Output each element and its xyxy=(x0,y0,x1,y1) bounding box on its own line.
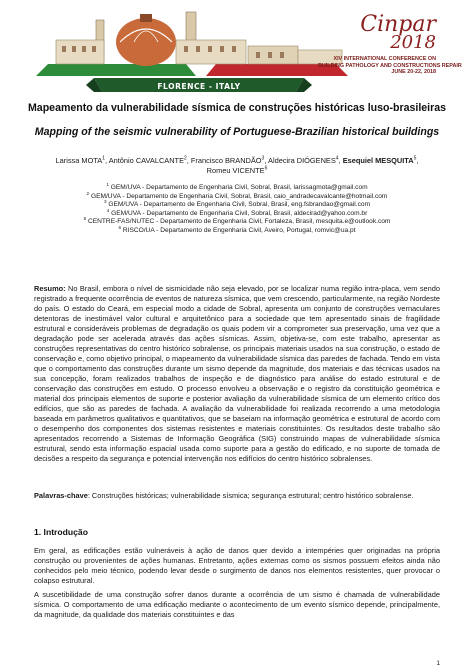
conference-line: BUILDING PATHOLOGY AND CONSTRUCTIONS REPAIR xyxy=(318,62,462,69)
author-name-presenting: Esequiel MESQUITA xyxy=(342,156,414,165)
affiliation-item: $^1$ GEM/UVA - Departamento de Engenharia Civil, Sobral, Brasil, larissagmota@gmail.com xyxy=(106,181,368,191)
paragraph: A suscetibilidade de uma construção sofrer danos durante a ocorrência de um sismo é chamada de vulnerabilidade sísmica. O comportamento de uma edificação mediante o acontecimento de um evento sísmico depende, principalmente, da magnitude, da qualidade dos materiais constituintes e das xyxy=(34,590,440,619)
abstract xyxy=(34,284,440,464)
keywords-text: : Construções históricas; vulnerabilidade sísmica; segurança estrutural; centro histórico sobralense. xyxy=(87,491,414,500)
affiliation-list xyxy=(20,181,454,236)
author-name: , Antônio CAVALCANTE xyxy=(105,156,185,165)
paragraph: Em geral, as edificações estão vulneráveis à ação de danos quer devido a intempéries quer originadas na própria construção ou provenientes de ações humanas. Entretanto, ações externas como os sismos possuem efeitos ainda não conhecidos pelo meio técnico, podendo levar desde o surgimento de danos nos elementos resistentes, quer provocar o colapso estrutural. xyxy=(34,546,440,585)
author-name: , Aldecira DIÓGENES xyxy=(264,156,336,165)
affiliation-item: $^3$ GEM/UVA - Departamento de Engenharia Civil, Sobral, Brasil, eng.fsbrandao@gmail.com xyxy=(103,199,371,209)
section-heading: 1. Introdução xyxy=(34,527,88,537)
keywords-label: Palavras-chave xyxy=(34,491,88,500)
green-band xyxy=(36,64,196,76)
conference-line: JUNE 20-22, 2018 xyxy=(391,69,436,76)
author-name: , Francisco BRANDÃO xyxy=(186,156,262,165)
abstract-text: No Brasil, embora o nível de sismicidade não seja elevado, por se localizar numa região intra-placa, vem sendo registrado a frequente ocorrência de eventos de natureza sísmica, que vem crescendo, particularmente, na região Nordeste do país. O estado do Ceará, em especial modo a cidade de Sobral, apresenta um conjunto de construções vernaculares detentoras de inestimável valor cultural e arquitetônico para a sociedade que tem apresentado sinais de fragilidade estrutural e consideráveis problemas de degradação os quais podem vir a comprometer sua preservação, uma vez que a degradação pode ser acelerada através das ações sísmicas. Assim, objetiva-se, com este trabalho, apresentar as construções representativas do centro histórico sobralense, os principais materiais usados na sua construção, o estado de conservação e, como objetivo principal, o mapeamento da vulnerabilidade sísmica das paredes de fachada. Tendo em vista que o comportamento das construções durante um sismo depende da magnitude, dos materiais e das técnicas usados na sua concepção, foram realizados trabalhos de inspeção e de diagnóstico para análise do estado estrutural e de conservação das construções em estudo. O processo envolveu a observação e o registro da constituição geométrica e material dos principais elementos de suporte e posterior avaliação da vulnerabilidade sísmica de um elemento crítico dos edifícios, que são as paredes de fachada. A avaliação da vulnerabilidade foi realizada recorrendo a uma metodologia baseada em parâmetros qualitativos e quantitativos, que se baseiam na informação geométrica e estrutural de acordo com o desempenho dos componentes dos sistemas resistentes e materiais constituintes. Os resultados deste trabalho são apresentados recorrendo a Sistemas de Informação Geográfica (SIG) construindo mapas de vulnerabilidade sísmica estrutural, sendo esta informação espacial usada como suporte para a gestão do edificado, e no suporte de tomada de decisões a respeito da segurança e potencial intervenção nos edifícios do centro histórico sobralenses. xyxy=(34,284,440,463)
conference-info xyxy=(318,56,462,76)
keywords xyxy=(34,491,440,501)
affiliation-item: $^4$ GEM/UVA - Departamento de Engenharia Civil, Sobral, Brasil, aldecirad@yahoo.com.br xyxy=(106,207,368,217)
abstract-label: Resumo: xyxy=(34,284,66,293)
paper-title-portuguese: Mapeamento da vulnerabilidade sísmica de construções históricas luso-brasileiras xyxy=(27,102,446,114)
dome-shape xyxy=(116,18,176,66)
affiliation-item: $^6$ RISCO/UA - Departamento de Engenharia Civil, Aveiro, Portugal, romvic@ua.pt xyxy=(118,224,356,234)
author-name: Larissa MOTA xyxy=(55,156,103,165)
logo-year: 2018 xyxy=(390,32,436,53)
logo-word: Cinpar xyxy=(360,12,436,37)
cinpar-logo xyxy=(331,14,436,52)
ribbon-label: FLORENCE - ITALY xyxy=(157,82,241,91)
paper-title-english: Mapping of the seismic vulnerability of Portuguese-Brazilian historical buildings xyxy=(34,126,440,138)
affiliation-item: $^2$ GEM/UVA - Departamento de Engenharia Civil, Sobral, Brasil, caio_andradecavalcante@hotmail.com xyxy=(86,190,388,200)
page-number: 1 xyxy=(436,660,440,667)
author-list: Larissa MOTA$^1$, Antônio CAVALCANTE$^2$, Francisco BRANDÃO$^3$, Aldecira DIÓGENES$^4$, Esequiel MESQUITA$^5$, Romeu VICENTE$^6$ xyxy=(55,155,419,175)
author-name: Romeu VICENTE xyxy=(206,166,265,175)
affiliation-item: $^5$ CENTRE-FAS/NUTEC - Departamento de Engenharia Civil, Fortaleza, Brasil, mesquita.e@outlook.com xyxy=(83,216,391,226)
conference-line: XIV INTERNATIONAL CONFERENCE ON xyxy=(333,56,436,62)
